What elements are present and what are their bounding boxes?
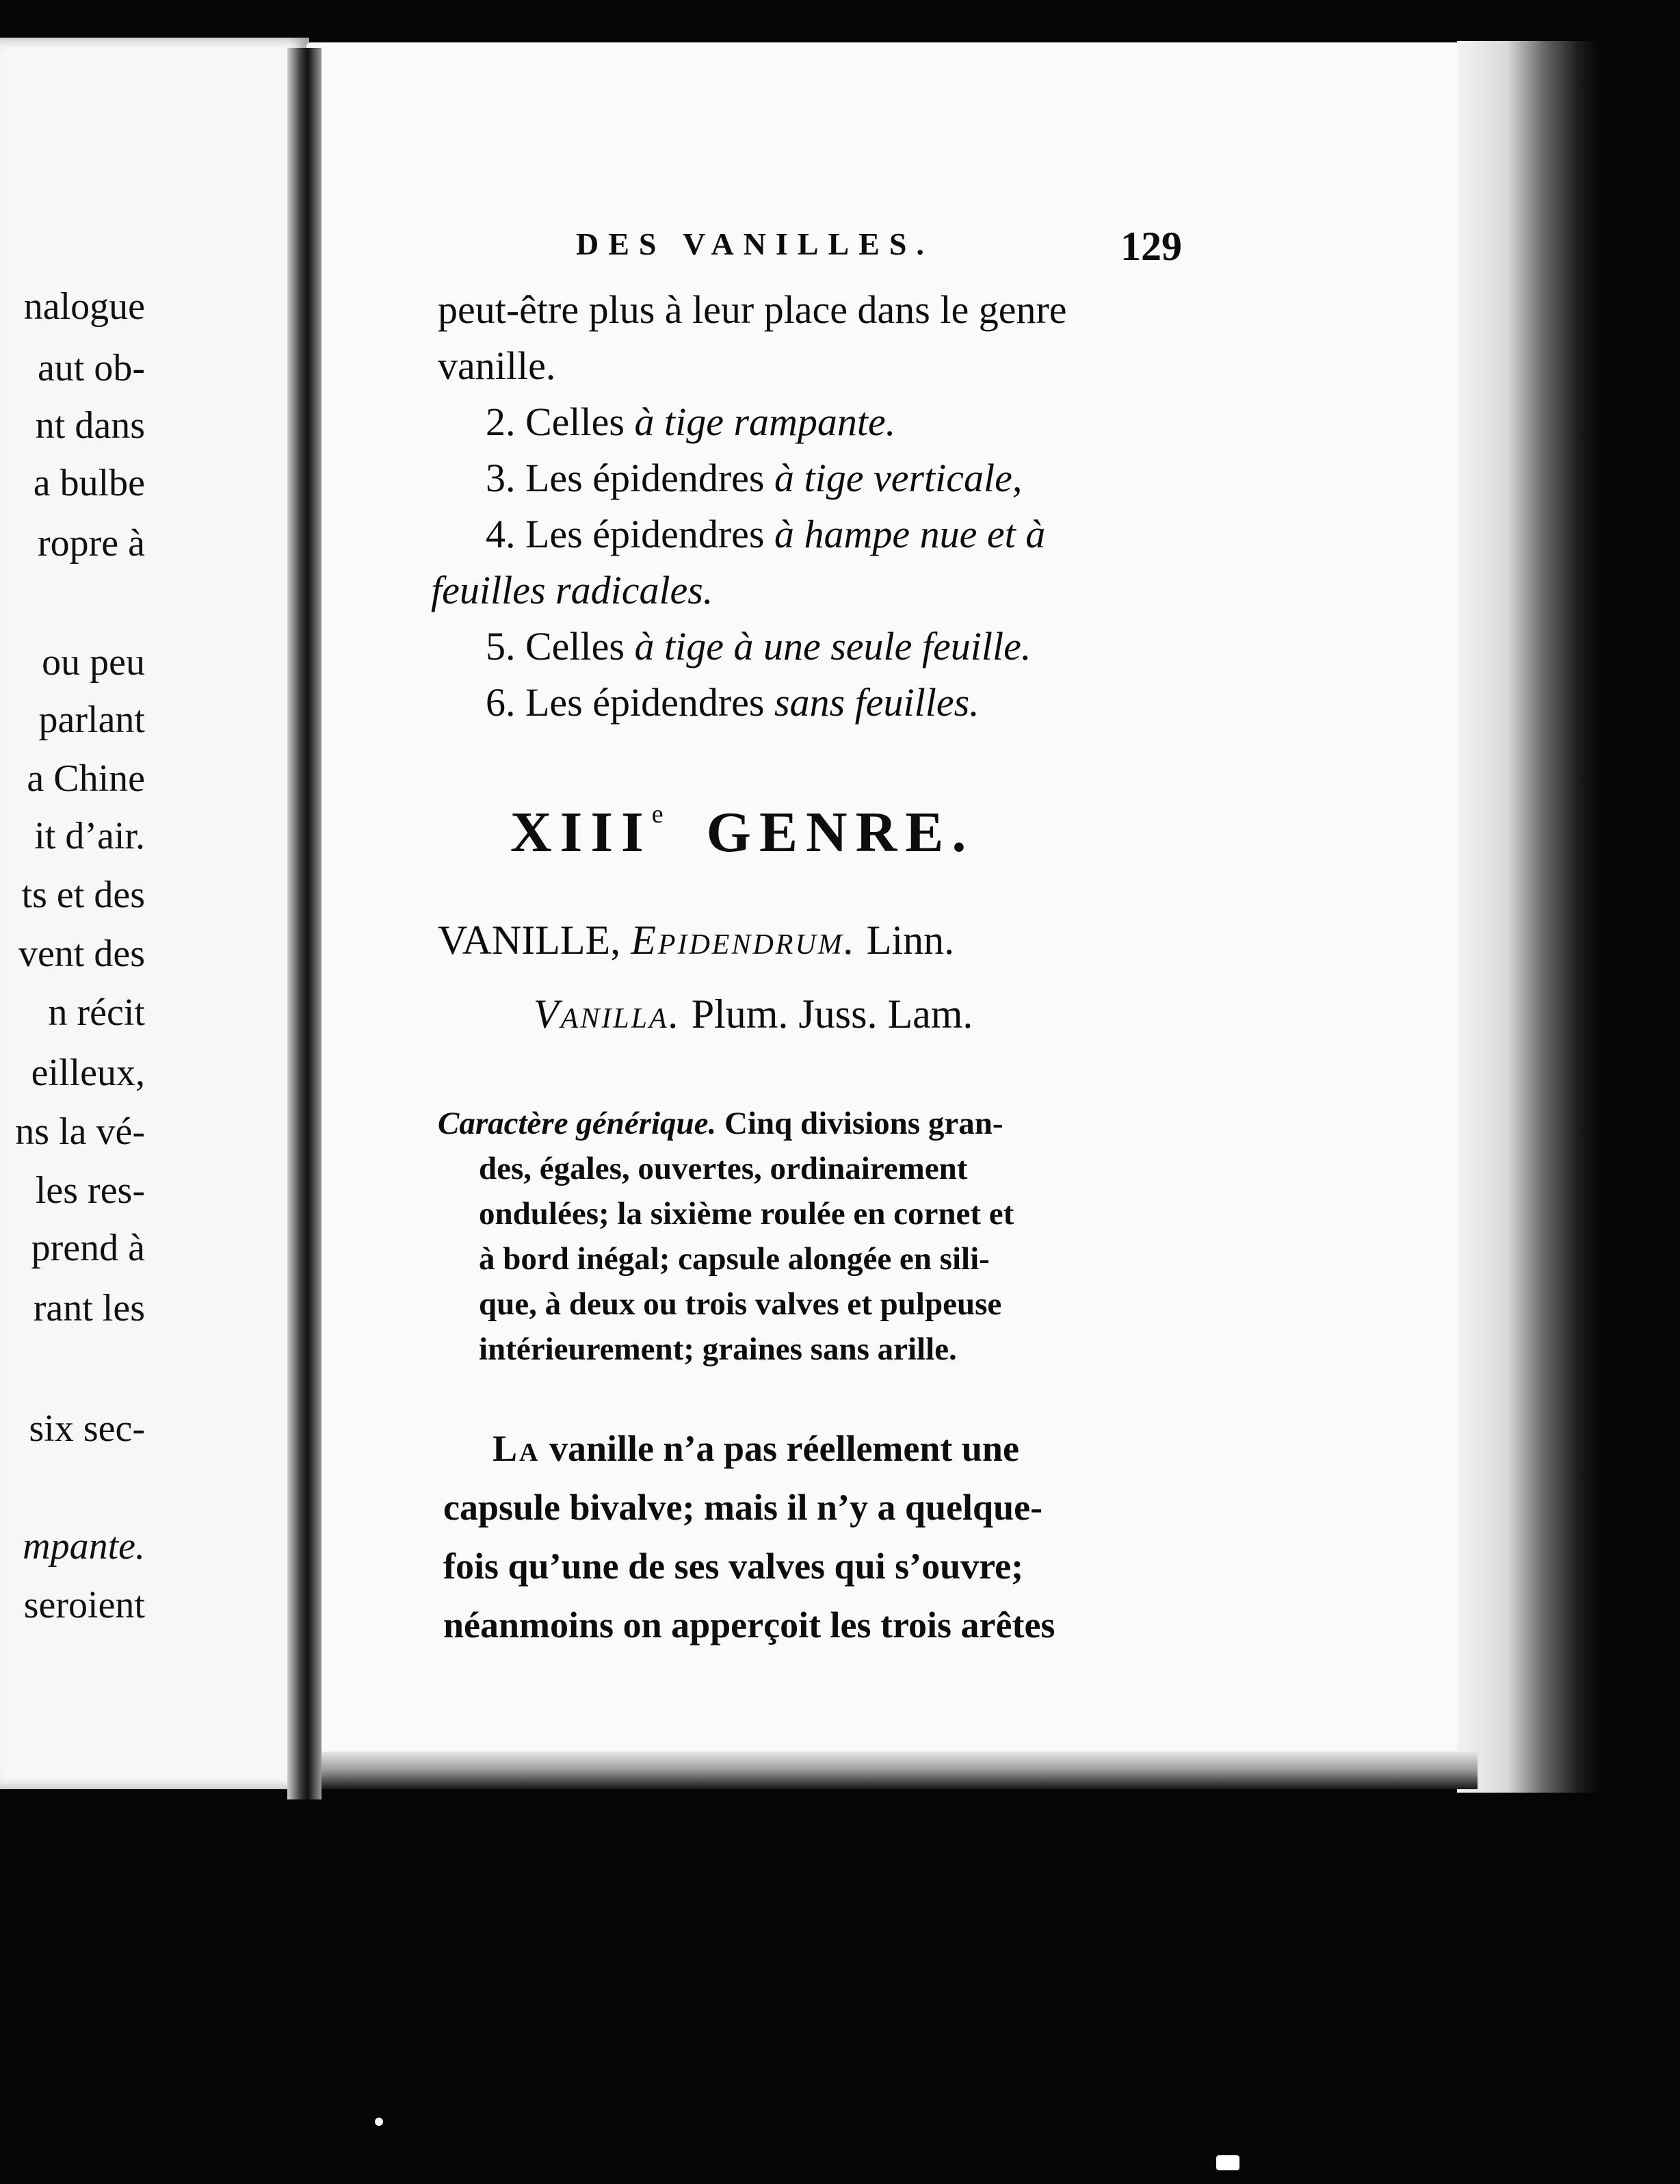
- left-fragment: prend à: [31, 1227, 145, 1269]
- left-fragment: ou peu: [42, 641, 145, 684]
- left-fragment: les res-: [35, 1169, 145, 1212]
- genre-number: XIII: [510, 801, 652, 864]
- speck: [1216, 2155, 1239, 2170]
- left-fragment: ns la vé-: [15, 1110, 145, 1153]
- synonym-authors: Plum. Juss. Lam.: [681, 991, 973, 1037]
- left-fragment: eilleux,: [31, 1052, 145, 1094]
- list-item-number: 6.: [486, 680, 516, 725]
- genre-heading: [510, 799, 974, 866]
- left-fragment: parlant: [38, 699, 145, 741]
- dropcap: La: [493, 1428, 540, 1469]
- character-line: intérieurement; graines sans arille.: [479, 1331, 957, 1367]
- paragraph-line: néanmoins on apperçoit les trois arêtes: [443, 1604, 1055, 1646]
- list-item-text: Celles: [525, 624, 635, 668]
- genus-line: [438, 917, 954, 964]
- list-item: [486, 398, 895, 446]
- synonym-latin: Vanilla.: [534, 991, 681, 1037]
- list-item: [486, 623, 1031, 671]
- genre-superscript: e: [651, 800, 664, 829]
- list-item-text: Les épidendres: [525, 680, 774, 725]
- left-fragment: vent des: [18, 933, 145, 975]
- character-label: Caractère générique.: [438, 1106, 717, 1141]
- character-line: [438, 1103, 1003, 1144]
- bottom-page-edge: [301, 1752, 1478, 1789]
- left-fragment: six sec-: [29, 1407, 145, 1450]
- list-item-italic: à hampe nue et à: [774, 512, 1046, 556]
- list-item-number: 5.: [486, 624, 516, 668]
- list-item-number: 4.: [486, 512, 516, 556]
- left-fragment: a bulbe: [33, 462, 145, 504]
- list-item-text: Celles: [525, 400, 635, 444]
- list-item: [486, 454, 1022, 502]
- character-line: que, à deux ou trois valves et pulpeuse: [479, 1286, 1002, 1322]
- left-fragment: nt dans: [35, 404, 145, 447]
- left-fragment: aut ob-: [37, 347, 145, 389]
- list-item-italic: à tige à une seule feuille.: [634, 624, 1032, 668]
- left-fragment: mpante.: [23, 1525, 145, 1568]
- left-fragment: nalogue: [23, 285, 145, 328]
- list-item-italic: à tige verticale,: [774, 456, 1023, 500]
- paragraph-text: vanille n’a pas réellement une: [540, 1428, 1019, 1469]
- left-fragment: n récit: [48, 991, 145, 1034]
- left-page-text: [0, 0, 146, 2184]
- running-header: DES VANILLES.: [576, 226, 934, 261]
- left-fragment: rant les: [33, 1287, 145, 1329]
- speck: [375, 2118, 383, 2126]
- list-item-number: 3.: [486, 456, 516, 500]
- character-line: à bord inégal; capsule alongée en sili-: [479, 1241, 990, 1277]
- character-line: des, égales, ouvertes, ordinairement: [479, 1151, 968, 1186]
- list-item: [486, 679, 980, 727]
- paragraph-line: fois qu’une de ses valves qui s’ouvre;: [443, 1546, 1024, 1587]
- genus-latin: Epidendrum.: [631, 918, 856, 963]
- character-line: ondulées; la sixième roulée en cornet et: [479, 1196, 1014, 1232]
- right-page-edge: [1457, 41, 1601, 1793]
- left-fragment: seroient: [23, 1584, 145, 1626]
- book-gutter: [287, 48, 321, 1799]
- paragraph-line: capsule bivalve; mais il n’y a quelque-: [443, 1487, 1043, 1528]
- list-item-italic: à tige rampante.: [634, 400, 896, 444]
- paragraph-line: [493, 1427, 1019, 1470]
- genus-author: Linn.: [856, 918, 955, 963]
- genus-name: VANILLE,: [438, 918, 631, 963]
- list-item-number: 2.: [486, 400, 516, 444]
- genre-word: GENRE.: [706, 801, 975, 864]
- list-item-text: Les épidendres: [525, 512, 774, 556]
- left-fragment: a Chine: [27, 757, 145, 800]
- synonym-line: [534, 991, 973, 1038]
- list-item-text: Les épidendres: [525, 456, 774, 500]
- left-fragment: it d’air.: [34, 815, 145, 857]
- text-line: vanille.: [438, 343, 556, 388]
- page-number: 129: [1120, 224, 1182, 269]
- text-line: peut-être plus à leur place dans le genre: [438, 287, 1067, 332]
- list-item-italic: sans feuilles.: [774, 680, 980, 725]
- left-fragment: ts et des: [21, 874, 145, 916]
- list-item: [486, 510, 1045, 558]
- left-fragment: ropre à: [37, 522, 145, 564]
- character-text: Cinq divisions gran-: [716, 1106, 1003, 1141]
- list-item-continuation: feuilles radicales.: [431, 568, 713, 612]
